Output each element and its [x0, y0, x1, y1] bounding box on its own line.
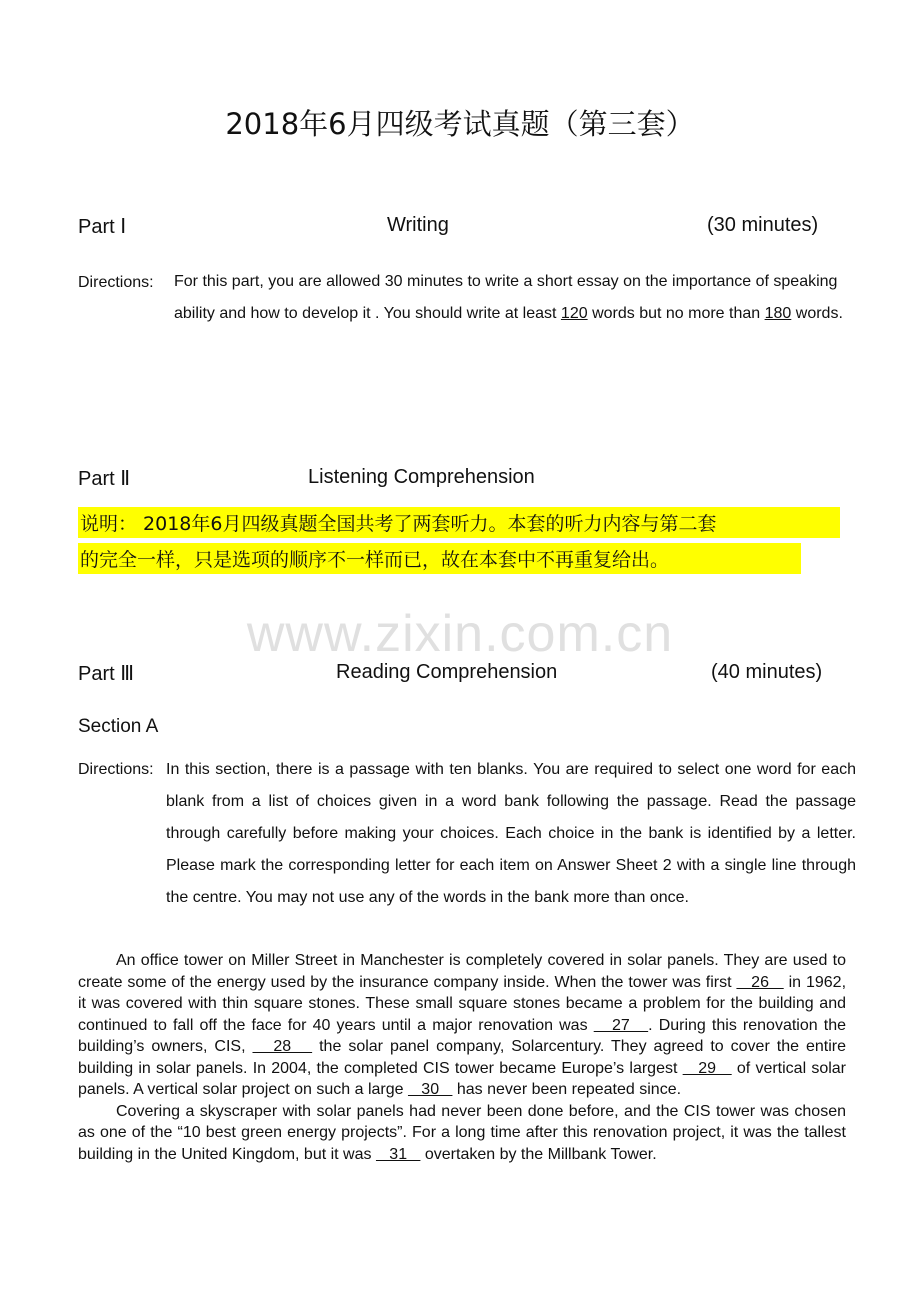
part1-directions-text: For this part, you are allowed 30 minutes to write a short essay on the importance of speaking ability and how to develop it . You should write at least [174, 273, 838, 322]
part3-directions: In this section, there is a passage with ten blanks. You are required to select one word for each blank from a list of choices given in a word bank following the passage. Read the passage through carefully before making your choices. Each choice in the bank is identified by a letter. Please mark the corresponding letter for each item on Answer Sheet 2 with a single line through the centre. You may not use any of the words in the bank more than once. [166, 761, 856, 906]
part2-title: Listening Comprehension [308, 466, 535, 488]
passage-paragraph-2 [78, 1101, 846, 1166]
part1-directions-label: Directions: [78, 274, 154, 291]
blank-29: 29 [682, 1059, 732, 1077]
part2-label: Part Ⅱ [78, 468, 131, 490]
passage-text: in 1962, it was covered with thin square stones. These small square stones became a problem for the building and continued to fall off the face for 40 years until a major renovation was [78, 973, 847, 1034]
blank-30: 30 [407, 1081, 453, 1098]
passage-text: overtaken by the Millbank Tower. [420, 1145, 657, 1163]
min-words: 120 [560, 305, 588, 322]
blank-26: 26 [736, 973, 784, 991]
passage-text: . During this renovation the building’s owners, CIS, [78, 1016, 847, 1055]
listening-note-line2: 的完全一样，只是选项的顺序不一样而已，故在本套中不再重复给出。 [80, 549, 670, 571]
part1-directions [174, 266, 850, 330]
blank-28: 28 [252, 1038, 313, 1055]
section-heading: Section A [78, 716, 159, 737]
passage-text: of vertical solar panels. A vertical solar project on such a large [78, 1059, 847, 1098]
reading-passage [78, 950, 846, 1165]
passage-text: the solar panel company, Solarcentury. They agreed to cover the entire building in solar panels. In 2004, the completed CIS tower became Europe’s largest [78, 1038, 846, 1077]
part1-directions-end: words. [791, 305, 843, 322]
passage-paragraph-1 [78, 950, 846, 1101]
passage-text: An office tower on Miller Street in Manchester is completely covered in solar panels. They are used to create some of the energy used by the insurance company inside. When the tower was first [78, 952, 846, 991]
part1-directions-mid: words but no more than [587, 305, 765, 322]
part1-time: (30 minutes) [707, 214, 819, 236]
passage-text: Covering a skyscraper with solar panels had never been done before, and the CIS tower was chosen as one of the “10 best green energy projects”. For a long time after this renovation project, it was the tallest building in the United Kingdom, but it was [78, 1102, 846, 1163]
max-words: 180 [764, 305, 792, 322]
part3-title: Reading Comprehension [336, 661, 558, 683]
blank-31: 31 [375, 1145, 421, 1163]
blank-27: 27 [593, 1016, 649, 1034]
part1-title: Writing [387, 214, 449, 236]
page-title: 2018年6月四级考试真题（第三套） [225, 107, 695, 141]
part3-label: Part Ⅲ [78, 663, 135, 685]
passage-text: has never been repeated since. [452, 1081, 682, 1098]
part3-directions-label: Directions: [78, 761, 154, 778]
listening-note-line1: 说明： 2018年6月四级真题全国共考了两套听力。本套的听力内容与第二套 [80, 513, 717, 535]
part1-label: Part Ⅰ [78, 216, 127, 238]
watermark: www.zixin.com.cn [246, 605, 674, 663]
part3-time: (40 minutes) [711, 661, 823, 683]
